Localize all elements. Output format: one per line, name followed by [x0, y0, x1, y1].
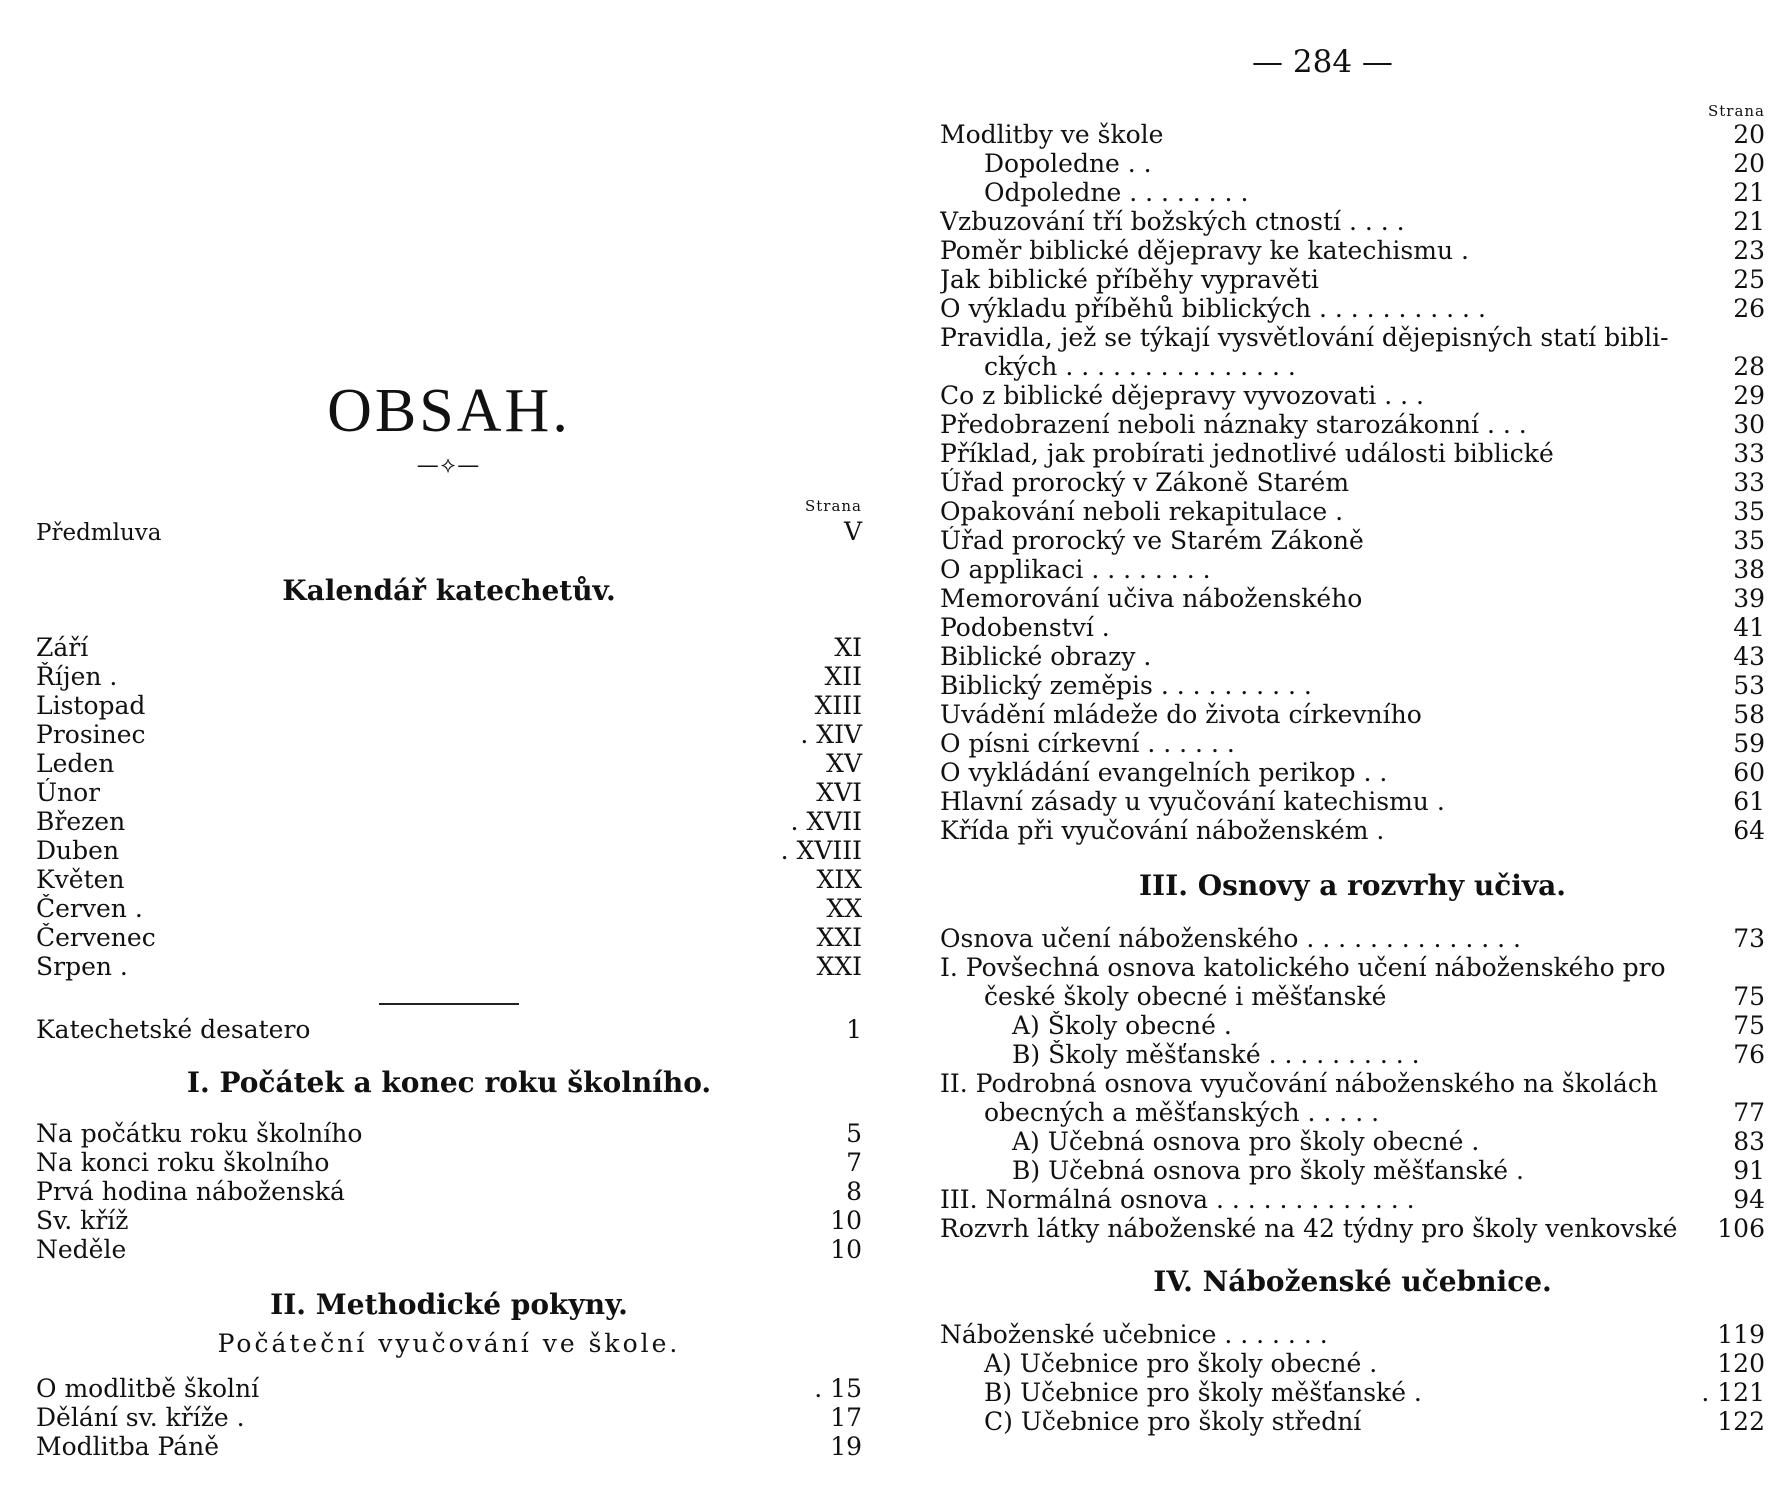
section-subheading: Počáteční vyučování ve škole. [217, 1329, 681, 1358]
toc-page: 77 [1733, 1098, 1765, 1127]
toc-page: 73 [1733, 924, 1765, 953]
toc-page: V [843, 517, 862, 546]
page-number: — 284 — [1252, 44, 1393, 80]
toc-entry[interactable] [36, 1148, 862, 1177]
toc-page: XXI [816, 923, 862, 952]
toc-page: 10 [830, 1206, 862, 1235]
toc-title: Na konci roku školního [36, 1148, 330, 1177]
toc-page: 33 [1733, 468, 1765, 497]
toc-page: 5 [846, 1119, 862, 1148]
section2-list [36, 1374, 862, 1461]
toc-title: III. Normálná osnova . . . . . . . . . . . . . [940, 1185, 1415, 1214]
toc-page: . XIV [800, 720, 862, 749]
toc-title: Hlavní zásady u vyučování katechismu . [940, 787, 1445, 816]
toc-title: Poměr biblické dějepravy ke katechismu . [940, 236, 1469, 265]
toc-page: 23 [1733, 236, 1765, 265]
toc-page: 29 [1733, 381, 1765, 410]
toc-page: 35 [1733, 497, 1765, 526]
toc-title: O písni církevní . . . . . . [940, 729, 1235, 758]
toc-page: XVI [816, 778, 862, 807]
toc-entry-multiline[interactable] [940, 323, 1765, 381]
toc-title: A) Učebnice pro školy obecné . [984, 1349, 1378, 1378]
toc-title: O modlitbě školní [36, 1374, 260, 1403]
section1-list [36, 1119, 862, 1264]
toc-title: Červen . [36, 894, 143, 923]
toc-page: 20 [1733, 120, 1765, 149]
toc-title: B) Školy měšťanské . . . . . . . . . . [1012, 1040, 1420, 1069]
toc-page: 38 [1733, 555, 1765, 584]
toc-page: 91 [1733, 1156, 1765, 1185]
toc-entry[interactable] [940, 1407, 1765, 1436]
toc-entry[interactable] [36, 1015, 862, 1044]
toc-page: 94 [1733, 1185, 1765, 1214]
toc-title: Memorování učiva náboženského [940, 584, 1363, 613]
toc-entry[interactable] [36, 691, 862, 720]
toc-page: 76 [1733, 1040, 1765, 1069]
toc-entry[interactable] [36, 1432, 862, 1461]
toc-entry[interactable] [36, 720, 862, 749]
toc-title: Říjen . [36, 662, 118, 691]
toc-page: 41 [1733, 613, 1765, 642]
toc-page: 122 [1717, 1407, 1765, 1436]
toc-page: 83 [1733, 1127, 1765, 1156]
methodic-list-b [940, 381, 1765, 845]
toc-entry[interactable] [940, 497, 1765, 526]
section4-list [940, 1320, 1765, 1436]
toc-entry[interactable] [36, 633, 862, 662]
toc-page: XX [826, 894, 862, 923]
toc-entry[interactable] [940, 1349, 1765, 1378]
toc-title: Duben [36, 836, 120, 865]
toc-title: Neděle [36, 1235, 127, 1264]
toc-title: Sv. kříž [36, 1206, 129, 1235]
toc-title-line: ckých . . . . . . . . . . . . . . . [984, 352, 1296, 381]
toc-title: Předmluva [36, 520, 162, 546]
toc-entry[interactable] [940, 1011, 1765, 1040]
toc-title: Únor [36, 778, 101, 807]
toc-title: Předobrazení neboli náznaky starozákonní . . . [940, 410, 1527, 439]
toc-page: 8 [846, 1177, 862, 1206]
toc-title: Prvá hodina náboženská [36, 1177, 345, 1206]
toc-entry[interactable] [940, 787, 1765, 816]
toc-entry[interactable] [940, 149, 1765, 178]
toc-entry[interactable] [36, 1235, 862, 1264]
toc-page: 61 [1733, 787, 1765, 816]
toc-page: 28 [1733, 352, 1765, 381]
toc-title: Vzbuzování tří božských ctností . . . . [940, 207, 1405, 236]
toc-title: Osnova učení náboženského . . . . . . . . . . . . . . [940, 924, 1521, 953]
toc-entry[interactable] [36, 807, 862, 836]
toc-entry[interactable] [940, 294, 1765, 323]
toc-page: 60 [1733, 758, 1765, 787]
toc-title: C) Učebnice pro školy střední [984, 1407, 1362, 1436]
toc-entry[interactable] [940, 758, 1765, 787]
toc-entry[interactable] [940, 1040, 1765, 1069]
toc-entry[interactable] [940, 1185, 1765, 1214]
toc-title: Prosinec [36, 720, 146, 749]
toc-entry-multiline[interactable] [940, 1069, 1765, 1127]
toc-page: 75 [1733, 1011, 1765, 1040]
section-heading: Kalendář katechetův. [282, 574, 616, 607]
toc-page: 30 [1733, 410, 1765, 439]
toc-entry[interactable] [940, 816, 1765, 845]
toc-page: XXI [816, 952, 862, 981]
toc-entry[interactable] [36, 1403, 862, 1432]
toc-entry[interactable] [36, 1206, 862, 1235]
toc-title: Srpen . [36, 952, 128, 981]
toc-title: Na počátku roku školního [36, 1119, 363, 1148]
ornament-divider: —⟡— [416, 453, 482, 478]
toc-page: 119 [1717, 1320, 1765, 1349]
toc-entry[interactable] [940, 236, 1765, 265]
toc-entry[interactable] [36, 923, 862, 952]
toc-page: . XVII [790, 807, 862, 836]
toc-page: XII [824, 662, 862, 691]
toc-title: Listopad [36, 691, 146, 720]
toc-entry-multiline[interactable] [940, 953, 1765, 1011]
toc-entry[interactable] [36, 865, 862, 894]
toc-entry[interactable] [940, 265, 1765, 294]
toc-entry[interactable] [940, 207, 1765, 236]
contents-title: OBSAH. [327, 377, 571, 445]
toc-title-line: I. Povšechná osnova katolického učení náboženského pro [940, 953, 1666, 982]
toc-page: 19 [830, 1432, 862, 1461]
toc-page: . XVIII [780, 836, 862, 865]
toc-title: Biblický zeměpis . . . . . . . . . . [940, 671, 1312, 700]
toc-title: Rozvrh látky náboženské na 42 týdny pro školy venkovské [940, 1214, 1678, 1243]
toc-title: Září [36, 633, 89, 662]
toc-page: 53 [1733, 671, 1765, 700]
toc-entry[interactable] [36, 836, 862, 865]
toc-entry[interactable] [36, 952, 862, 981]
toc-page: 26 [1733, 294, 1765, 323]
toc-page: 21 [1733, 207, 1765, 236]
toc-entry[interactable] [36, 662, 862, 691]
toc-title: Podobenství . [940, 613, 1110, 642]
toc-page: 7 [846, 1148, 862, 1177]
toc-title: Úřad prorocký ve Starém Zákoně [940, 526, 1364, 555]
toc-title: Modlitba Páně [36, 1432, 220, 1461]
toc-entry[interactable] [940, 410, 1765, 439]
toc-entry[interactable] [940, 729, 1765, 758]
toc-page: XIX [816, 865, 862, 894]
toc-title: Biblické obrazy . [940, 642, 1152, 671]
toc-title-line: obecných a měšťanských . . . . . [984, 1098, 1380, 1127]
toc-entry[interactable] [940, 584, 1765, 613]
toc-entry[interactable] [940, 1127, 1765, 1156]
strana-label: Strana [1707, 102, 1765, 120]
toc-page: 106 [1717, 1214, 1765, 1243]
toc-entry[interactable] [940, 924, 1765, 953]
toc-title: O výkladu příběhů biblických . . . . . . . . . . . [940, 294, 1486, 323]
toc-page: 10 [830, 1235, 862, 1264]
toc-title-line: Pravidla, jež se týkají vysvětlování dějepisných statí bibli- [940, 323, 1669, 352]
strana-label: Strana [804, 497, 862, 515]
toc-page: 20 [1733, 149, 1765, 178]
toc-title: Náboženské učebnice . . . . . . . [940, 1320, 1328, 1349]
toc-entry[interactable] [36, 1177, 862, 1206]
toc-title: Opakování neboli rekapitulace . [940, 497, 1344, 526]
toc-title: Březen [36, 807, 126, 836]
toc-page: 25 [1733, 265, 1765, 294]
toc-title: Leden [36, 749, 115, 778]
toc-page: 1 [846, 1015, 862, 1044]
divider-rule [379, 1003, 519, 1005]
toc-title: Křída při vyučování náboženském . [940, 816, 1385, 845]
toc-title: B) Učebnice pro školy měšťanské . [984, 1378, 1422, 1407]
section-heading: IV. Náboženské učebnice. [1153, 1265, 1552, 1298]
toc-entry[interactable] [36, 778, 862, 807]
toc-page: 59 [1733, 729, 1765, 758]
toc-page: 39 [1733, 584, 1765, 613]
toc-page: XIII [814, 691, 862, 720]
section-heading: III. Osnovy a rozvrhy učiva. [1138, 869, 1567, 902]
toc-page: 43 [1733, 642, 1765, 671]
toc-title: Katechetské desatero [36, 1015, 311, 1044]
toc-entry[interactable] [940, 468, 1765, 497]
toc-title-line: II. Podrobná osnova vyučování náboženského na školách [940, 1069, 1658, 1098]
toc-page: 21 [1733, 178, 1765, 207]
toc-entry[interactable] [36, 749, 862, 778]
toc-entry[interactable] [36, 894, 862, 923]
toc-entry[interactable] [940, 1156, 1765, 1185]
toc-entry[interactable] [940, 526, 1765, 555]
toc-entry[interactable] [940, 555, 1765, 584]
left-page [36, 0, 862, 1461]
toc-page: . 15 [814, 1374, 862, 1403]
toc-page: 64 [1733, 816, 1765, 845]
toc-title: Modlitby ve škole [940, 120, 1164, 149]
toc-title: A) Učebná osnova pro školy obecné . [1012, 1127, 1480, 1156]
toc-title: B) Učebná osnova pro školy měšťanské . [1012, 1156, 1524, 1185]
section-heading: I. Počátek a konec roku školního. [186, 1066, 712, 1099]
toc-page: XV [826, 749, 862, 778]
toc-title: O applikaci . . . . . . . . [940, 555, 1211, 584]
toc-entry[interactable] [940, 1378, 1765, 1407]
right-page [940, 0, 1765, 1436]
toc-entry[interactable] [940, 700, 1765, 729]
toc-entry[interactable] [36, 517, 862, 548]
toc-page: 120 [1717, 1349, 1765, 1378]
toc-entry[interactable] [940, 120, 1765, 149]
toc-page: 75 [1733, 982, 1765, 1011]
toc-entry[interactable] [940, 1214, 1765, 1243]
toc-entry[interactable] [940, 642, 1765, 671]
toc-title: Jak biblické příběhy vypravěti [940, 265, 1319, 294]
toc-entry[interactable] [36, 1119, 862, 1148]
toc-title: A) Školy obecné . [1012, 1011, 1232, 1040]
section-heading: II. Methodické pokyny. [270, 1288, 628, 1321]
methodic-list-a [940, 120, 1765, 323]
toc-entry[interactable] [940, 1320, 1765, 1349]
toc-title: Dělání sv. kříže . [36, 1403, 245, 1432]
toc-title: Červenec [36, 923, 156, 952]
toc-page: 58 [1733, 700, 1765, 729]
calendar-list [36, 633, 862, 981]
toc-title: Květen [36, 865, 125, 894]
toc-title: Odpoledne . . . . . . . . [984, 178, 1249, 207]
toc-entry[interactable] [940, 381, 1765, 410]
toc-title: Dopoledne . . [984, 149, 1152, 178]
toc-page: 33 [1733, 439, 1765, 468]
toc-page: XI [834, 633, 862, 662]
toc-title: Úřad prorocký v Zákoně Starém [940, 468, 1350, 497]
toc-title-line: české školy obecné i měšťanské [984, 982, 1387, 1011]
toc-page: 17 [830, 1403, 862, 1432]
toc-title: O vykládání evangelních perikop . . [940, 758, 1388, 787]
toc-title: Co z biblické dějepravy vyvozovati . . . [940, 381, 1424, 410]
toc-entry[interactable] [940, 613, 1765, 642]
toc-entry[interactable] [36, 1374, 862, 1403]
toc-entry[interactable] [940, 178, 1765, 207]
toc-page: . 121 [1701, 1378, 1765, 1407]
toc-entry[interactable] [940, 671, 1765, 700]
toc-title: Uvádění mládeže do života církevního [940, 700, 1422, 729]
toc-page: 35 [1733, 526, 1765, 555]
toc-entry[interactable] [940, 439, 1765, 468]
toc-title: Příklad, jak probírati jednotlivé události biblické [940, 439, 1554, 468]
